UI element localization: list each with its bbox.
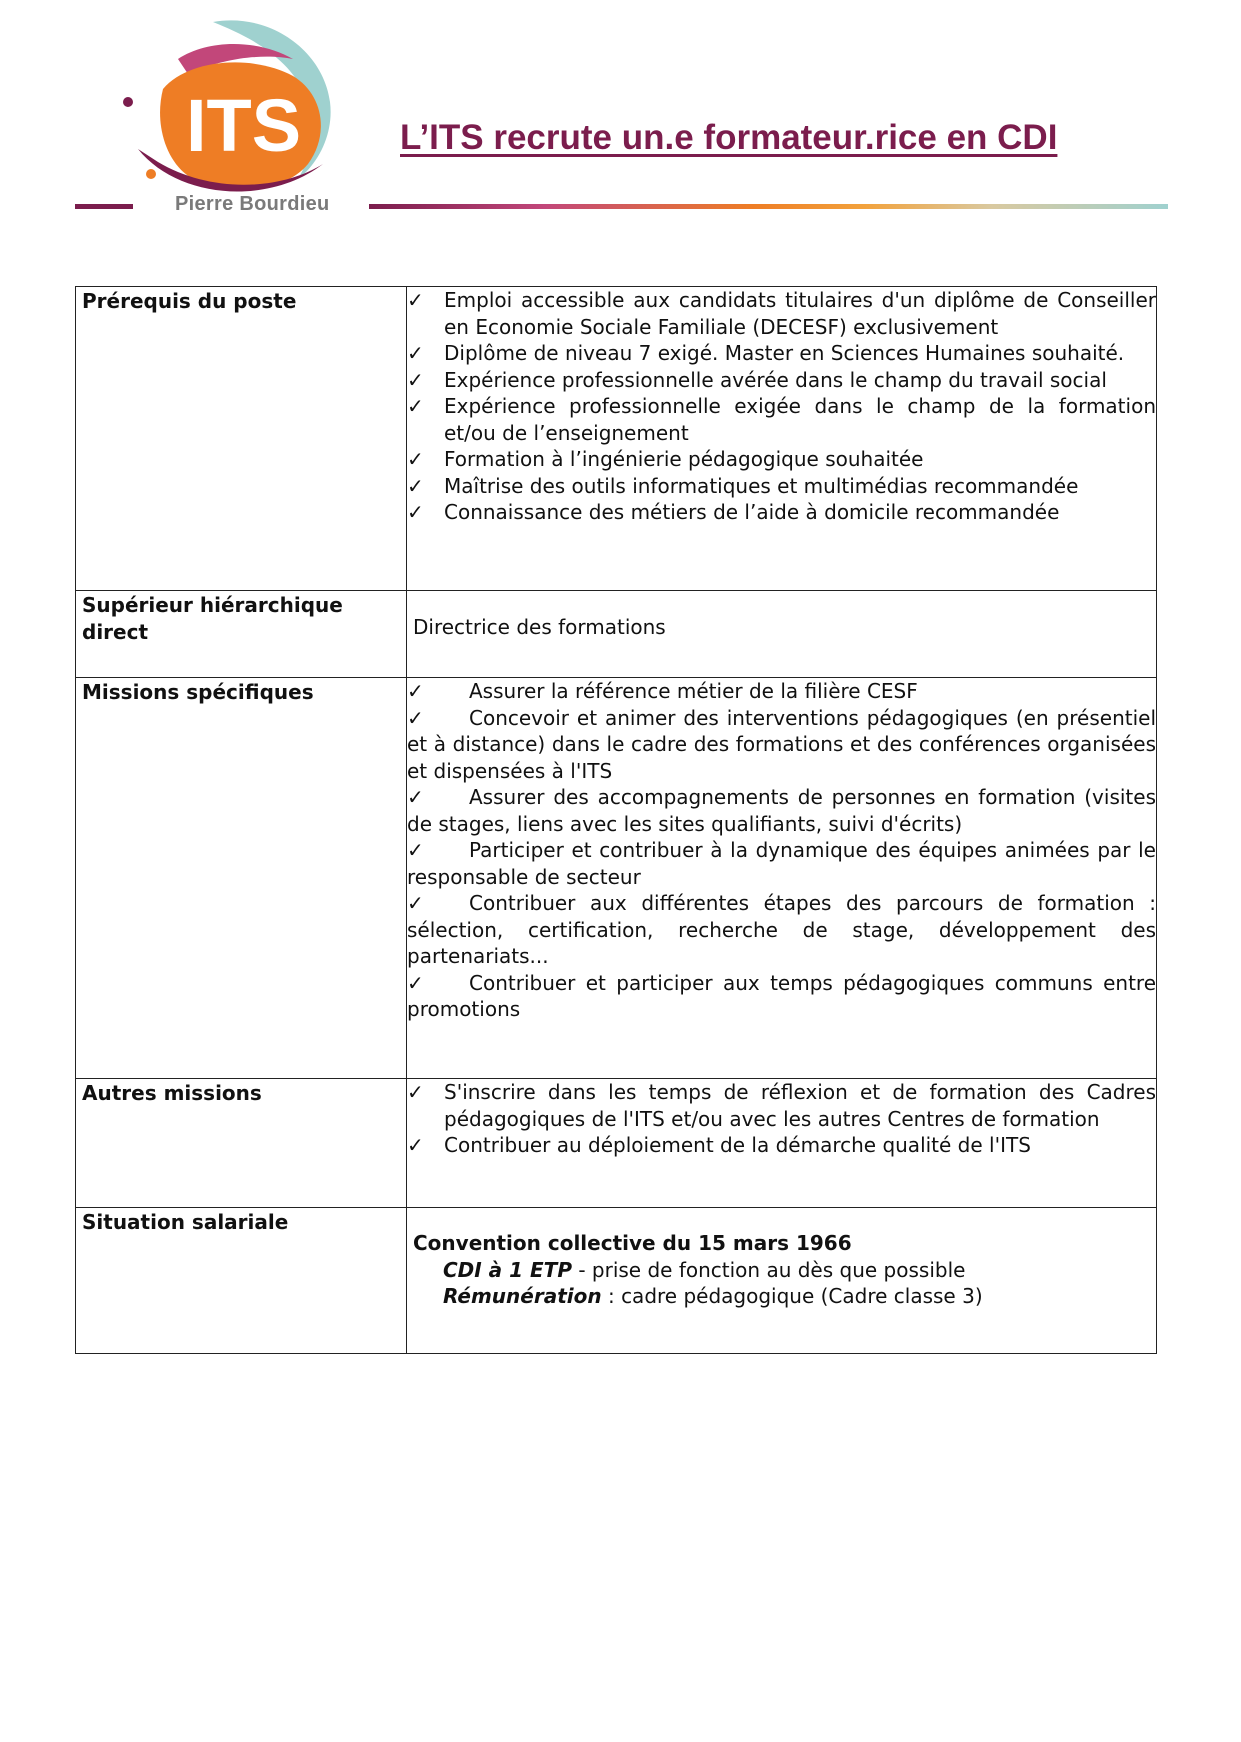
list-item: ✓ Assurer la référence métier de la filière CESF [407, 679, 918, 703]
list-item: ✓ Contribuer au déploiement de la démarche qualité de l'ITS [407, 1133, 1031, 1157]
list-item: ✓ Maîtrise des outils informatiques et multimédias recommandée [407, 473, 1079, 498]
row-salaire [76, 1208, 1157, 1354]
remuneration-line [413, 1283, 1150, 1310]
label-salaire: Situation salariale [76, 1208, 407, 1354]
checkmark-icon: ✓ [407, 891, 424, 915]
remuneration-label: Rémunération [443, 1284, 602, 1308]
row-missions [76, 678, 1157, 1079]
list-item: ✓ Contribuer aux différentes étapes des parcours de formation : sélection, certification, recherche de stage, développement des partenariats... [407, 891, 1156, 968]
checkmark-icon: ✓ [407, 1080, 424, 1104]
list-item: ✓ Expérience professionnelle avérée dans le champ du travail social [407, 367, 1107, 392]
remuneration-text: : cadre pédagogique (Cadre classe 3) [601, 1284, 983, 1308]
contract-label: CDI à 1 ETP [443, 1257, 572, 1282]
list-item: ✓ Concevoir et animer des interventions pédagogiques (en présentiel et à distance) dans le cadre des formations et des conférences organisées et dispensées à l'ITS [407, 705, 1156, 783]
checkmark-icon: ✓ [407, 473, 424, 498]
checkmark-icon: ✓ [407, 288, 424, 312]
page-title: L’ITS recrute un.e formateur.rice en CDI [400, 118, 1058, 157]
checkmark-icon: ✓ [407, 367, 424, 392]
row-superieur [76, 591, 1157, 678]
row-autres [76, 1079, 1157, 1208]
label-autres: Autres missions [76, 1079, 407, 1208]
checkmark-icon: ✓ [407, 500, 424, 524]
checkmark-icon: ✓ [407, 705, 424, 730]
contract-line [413, 1257, 1150, 1284]
checkmark-icon: ✓ [407, 785, 424, 809]
list-item: ✓ Emploi accessible aux candidats titulaires d'un diplôme de Conseiller en Economie Sociale Familiale (DECESF) exclusivement [407, 288, 1156, 339]
superieur-value: Directrice des formations [413, 615, 666, 639]
row-prerequis [76, 287, 1157, 591]
checkmark-icon: ✓ [407, 679, 424, 703]
list-item: ✓ Expérience professionnelle exigée dans le champ de la formation et/ou de l’enseignement [407, 394, 1156, 445]
label-superieur: Supérieur hiérarchique direct [76, 591, 407, 678]
contract-text: - prise de fonction au dès que possible [571, 1257, 966, 1282]
job-description-table [75, 286, 1157, 1354]
checkmark-icon: ✓ [407, 1133, 424, 1157]
logo-text: ITS [186, 84, 302, 167]
missions-list [407, 678, 1156, 1023]
prerequis-list [407, 287, 1156, 526]
checkmark-icon: ✓ [407, 394, 424, 418]
autres-list [407, 1079, 1156, 1159]
checkmark-icon: ✓ [407, 341, 424, 365]
list-item: ✓ Formation à l’ingénierie pédagogique souhaitée [407, 447, 924, 471]
its-logo [118, 14, 358, 219]
list-item: ✓ Connaissance des métiers de l’aide à domicile recommandée [407, 500, 1060, 524]
list-item: ✓ Assurer des accompagnements de personnes en formation (visites de stages, liens avec les sites qualifiants, suivi d'écrits) [407, 785, 1156, 836]
header-rule-left [75, 204, 133, 209]
header-rule-gradient [369, 204, 1168, 209]
label-prerequis: Prérequis du poste [76, 287, 407, 591]
checkmark-icon: ✓ [407, 970, 424, 995]
convention-text: Convention collective du 15 mars 1966 [413, 1231, 852, 1255]
list-item: ✓ Participer et contribuer à la dynamique des équipes animées par le responsable de secteur [407, 838, 1156, 889]
logo-subtitle: Pierre Bourdieu [175, 193, 330, 215]
checkmark-icon: ✓ [407, 447, 424, 471]
list-item: ✓ Contribuer et participer aux temps pédagogiques communs entre promotions [407, 970, 1156, 1021]
label-missions: Missions spécifiques [76, 678, 407, 1079]
list-item: ✓ S'inscrire dans les temps de réflexion et de formation des Cadres pédagogiques de l'ITS et/ou avec les autres Centres de formation [407, 1080, 1156, 1131]
salary-block [407, 1208, 1156, 1340]
checkmark-icon: ✓ [407, 838, 424, 862]
list-item: ✓ Diplôme de niveau 7 exigé. Master en Sciences Humaines souhaité. [407, 341, 1125, 365]
